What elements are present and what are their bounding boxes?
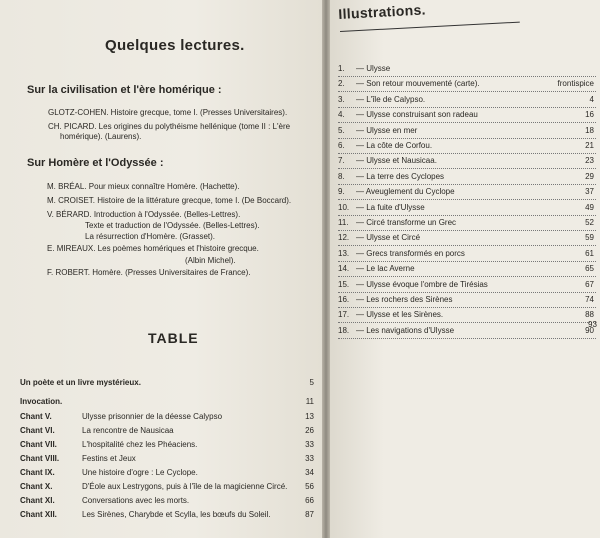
illustration-row: [338, 293, 596, 308]
illustration-number: 10.: [338, 202, 350, 212]
illustration-row: [338, 77, 596, 92]
section-civilisation-title: Sur la civilisation et l'ère homérique :: [27, 84, 222, 96]
toc-row: [20, 482, 320, 495]
illustration-title: — Ulysse en mer: [356, 125, 418, 135]
illustration-number: 3.: [338, 94, 345, 104]
illustration-row: [338, 124, 596, 139]
reading-entry: M. CROISET. Histoire de la littérature grecque, tome I. (De Boccard).: [47, 196, 292, 205]
illustration-row: [338, 231, 596, 246]
illustration-title: — La terre des Cyclopes: [356, 171, 445, 181]
toc-page: 87: [305, 510, 314, 519]
illustration-title: — Ulysse et Circé: [356, 233, 421, 243]
toc-row: [20, 378, 320, 391]
illustration-row: [338, 308, 596, 323]
toc-row: [20, 397, 320, 410]
reading-entry: La résurrection d'Homère. (Grasset).: [85, 232, 216, 241]
illustration-number: 16.: [338, 295, 350, 304]
illustration-page: frontispice: [557, 79, 594, 89]
toc-page: 56: [305, 482, 314, 491]
illustration-page: 74: [585, 295, 594, 304]
illustration-number: 5.: [338, 125, 345, 135]
illustration-row: [338, 93, 596, 108]
toc-page: 13: [305, 412, 314, 421]
illustration-number: 8.: [338, 171, 345, 181]
reading-entry: homérique). (Laurens).: [60, 132, 142, 141]
toc-chant-label: Chant VI.: [20, 426, 55, 435]
illustrations-title: Illustrations.: [338, 1, 427, 22]
illustration-page: 21: [585, 141, 594, 150]
toc-row: [20, 454, 320, 467]
illustration-title: — La fuite d'Ulysse: [356, 202, 425, 212]
illustration-row: [338, 185, 596, 200]
illustration-title: — Ulysse construisant son radeau: [356, 110, 478, 120]
illustration-row: [338, 62, 596, 77]
reading-entry: (Albin Michel).: [185, 256, 236, 265]
illustration-title: — Les rochers des Sirènes: [356, 295, 453, 304]
toc-title: Festins et Jeux: [82, 454, 136, 463]
toc-title: L'hospitalité chez les Phéaciens.: [82, 440, 198, 449]
illustration-row: [338, 170, 596, 185]
illustration-title: — Son retour mouvementé (carte).: [356, 79, 480, 89]
toc-title: D'Éole aux Lestrygons, puis à l'île de la magicienne Circé.: [82, 482, 288, 491]
illustration-number: 11.: [338, 218, 349, 227]
illustration-number: 4.: [338, 110, 345, 120]
toc-page: 11: [305, 397, 314, 406]
lectures-title: Quelques lectures.: [105, 37, 245, 54]
section-homere-title: Sur Homère et l'Odyssée :: [27, 157, 164, 169]
illustration-title: — Les navigations d'Ulysse: [356, 325, 455, 335]
illustration-row: [338, 154, 596, 169]
illustration-page: 16: [585, 110, 594, 120]
illustration-number: 2.: [338, 79, 345, 89]
illustration-page: 37: [585, 187, 594, 197]
illustration-page: 23: [585, 156, 594, 166]
illustration-title: — L'île de Calypso.: [356, 94, 426, 104]
illustration-title: — Ulysse et Nausicaa.: [356, 156, 437, 166]
toc-page: 66: [305, 496, 314, 505]
toc-title: Les Sirènes, Charybde et Scylla, les bœufs du Soleil.: [82, 510, 271, 519]
illustration-page: 61: [585, 248, 594, 258]
illustration-row: [338, 278, 596, 293]
toc-row: [20, 412, 320, 425]
table-title: TABLE: [148, 330, 199, 346]
toc-title: Ulysse prisonnier de la déesse Calypso: [82, 412, 223, 421]
illustration-row: [338, 247, 596, 262]
toc-row: [20, 440, 320, 453]
illustration-row: [338, 108, 596, 123]
illustration-number: 14.: [338, 264, 350, 274]
illustration-page: 90: [585, 325, 594, 335]
toc-title: Invocation.: [20, 397, 63, 406]
illustration-title: — Circé transforme un Grec: [356, 218, 457, 227]
toc-title: Une histoire d'ogre : Le Cyclope.: [82, 468, 198, 477]
book-gutter: [322, 0, 330, 538]
illustration-row: [338, 201, 596, 216]
illustration-row: [338, 139, 596, 154]
toc-page: 34: [305, 468, 314, 477]
toc-row: [20, 496, 320, 509]
last-page-number: 93: [588, 320, 597, 329]
toc-title: Un poète et un livre mystérieux.: [20, 378, 141, 387]
illustration-title: — Ulysse: [356, 64, 391, 73]
illustration-page: 67: [585, 279, 594, 289]
toc-page: 33: [305, 454, 314, 463]
toc-chant-label: Chant XI.: [20, 496, 55, 505]
illustration-title: — Aveuglement du Cyclope: [356, 187, 455, 197]
illustration-row: [338, 262, 596, 277]
illustration-number: 7.: [338, 156, 345, 166]
toc-chant-label: Chant VII.: [20, 440, 57, 449]
toc-page: 26: [305, 426, 314, 435]
reading-entry: V. BÉRARD. Introduction à l'Odyssée. (Belles-Lettres).: [47, 210, 241, 219]
illustration-title: — Ulysse évoque l'ombre de Tirésias: [356, 279, 488, 289]
toc-row: [20, 426, 320, 439]
reading-entry: GLOTZ-COHEN. Histoire grecque, tome I. (Presses Universitaires).: [48, 108, 288, 117]
toc-chant-label: Chant V.: [20, 412, 52, 421]
toc-chant-label: Chant X.: [20, 482, 53, 491]
illustration-number: 18.: [338, 325, 350, 335]
illustration-page: 59: [585, 233, 594, 243]
illustration-page: 29: [585, 171, 594, 181]
toc-row: [20, 468, 320, 481]
illustration-page: 49: [585, 202, 594, 212]
illustration-page: 88: [585, 310, 594, 320]
illustration-title: — Le lac Averne: [356, 264, 415, 274]
illustration-number: 9.: [338, 187, 345, 197]
illustration-number: 15.: [338, 279, 350, 289]
illustration-title: — Grecs transformés en porcs: [356, 248, 465, 258]
illustration-row: [338, 216, 596, 231]
toc-title: La rencontre de Nausicaa: [82, 426, 174, 435]
reading-entry: Texte et traduction de l'Odyssée. (Belles-Lettres).: [85, 221, 260, 230]
reading-entry: E. MIREAUX. Les poèmes homériques et l'histoire grecque.: [47, 244, 259, 253]
illustration-number: 12.: [338, 233, 350, 243]
illustration-number: 6.: [338, 141, 345, 150]
illustration-page: 52: [585, 218, 594, 227]
reading-entry: M. BRÉAL. Pour mieux connaître Homère. (Hachette).: [47, 182, 240, 191]
illustration-number: 17.: [338, 310, 350, 320]
illustration-page: 4: [589, 94, 594, 104]
reading-entry: CH. PICARD. Les origines du polythéisme hellénique (tome II : L'ère: [48, 122, 291, 131]
toc-title: Conversations avec les morts.: [82, 496, 190, 505]
illustration-number: 13.: [338, 248, 350, 258]
toc-row: [20, 510, 320, 523]
toc-chant-label: Chant VIII.: [20, 454, 60, 463]
toc-page: 5: [309, 378, 314, 387]
illustration-page: 18: [585, 125, 594, 135]
reading-entry: F. ROBERT. Homère. (Presses Universitaires de France).: [47, 268, 251, 277]
illustration-title: — Ulysse et les Sirènes.: [356, 310, 444, 320]
illustration-page: 65: [585, 264, 594, 274]
toc-chant-label: Chant IX.: [20, 468, 55, 477]
illustration-title: — La côte de Corfou.: [356, 141, 433, 150]
toc-chant-label: Chant XII.: [20, 510, 57, 519]
illustration-row: [338, 324, 596, 339]
illustration-number: 1.: [338, 64, 345, 73]
toc-page: 33: [305, 440, 314, 449]
